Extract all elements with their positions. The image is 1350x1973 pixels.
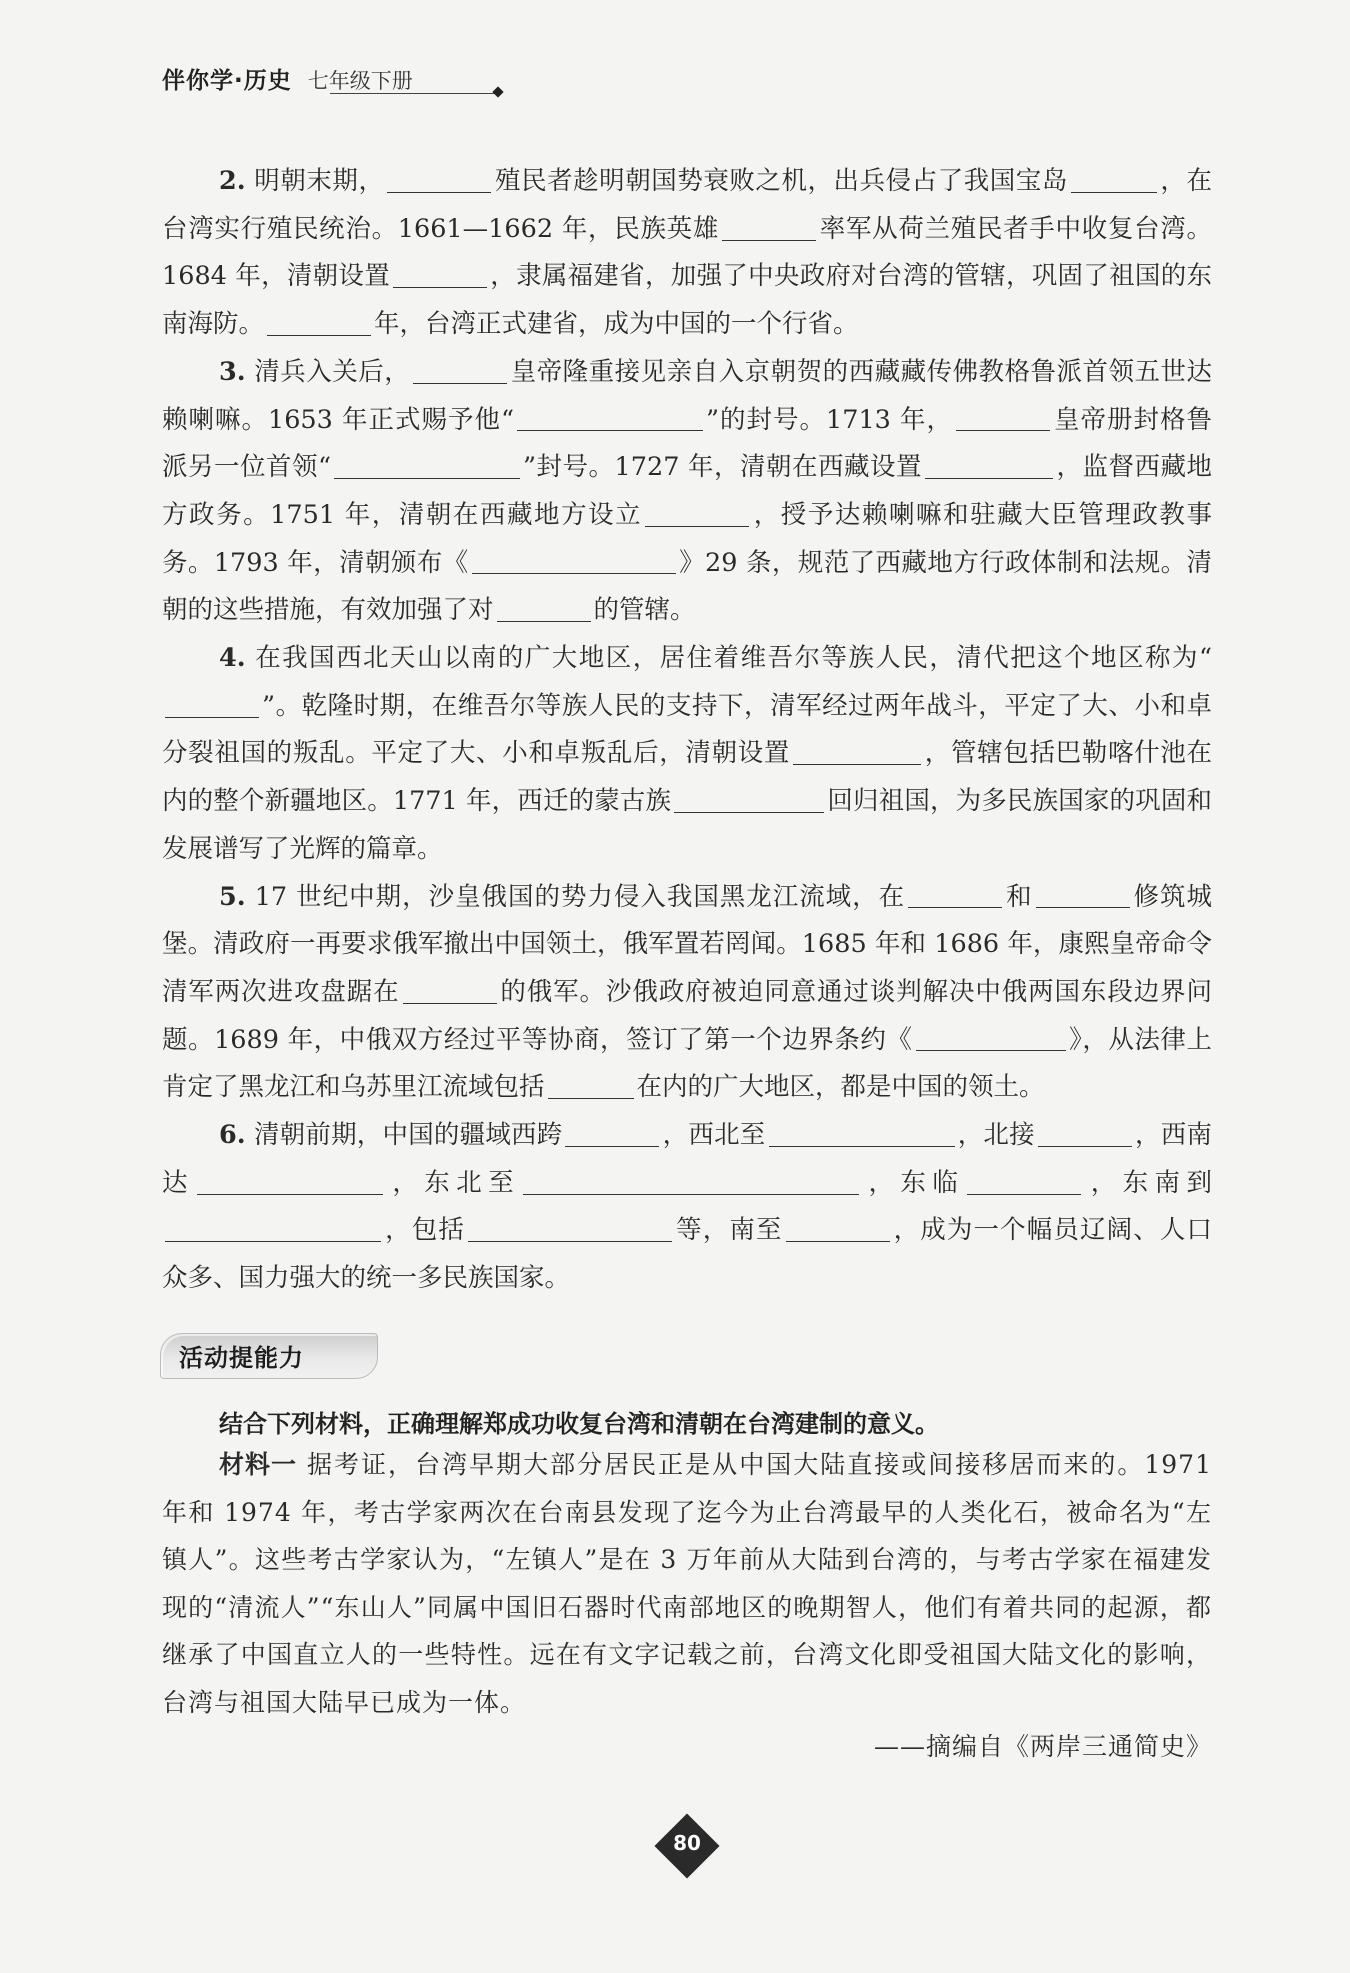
section-title: 活动提能力 [179, 1344, 304, 1372]
activity-instruction: 结合下列材料，正确理解郑成功收复台湾和清朝在台湾建制的意义。 [219, 1410, 939, 1438]
answer-blank[interactable] [925, 453, 1053, 480]
answer-blank[interactable] [517, 405, 703, 432]
activity-section-tab [160, 1333, 378, 1379]
answer-blank[interactable] [468, 1216, 672, 1243]
answer-blank[interactable] [956, 405, 1050, 432]
answer-blank[interactable] [793, 739, 921, 766]
answer-blank[interactable] [645, 500, 749, 527]
answer-blank[interactable] [916, 1025, 1066, 1052]
answer-blank[interactable] [548, 1073, 634, 1100]
question-4: 4. 在我国西北天山以南的广大地区，居住着维吾尔等族人民，清代把这个地区称为“”。乾隆时期，在维吾尔等族人民的支持下，清军经过两年战斗，平定了大、小和卓分裂祖国的叛乱。平定了大、小和卓叛乱后，清朝设置 ，管辖包括巴勒喀什池在内的整个新疆地区。1771 年，西迁的蒙古族 回归祖国，为多民族国家的巩固和发展谱写了光辉的篇章。 [162, 643, 1212, 864]
answer-blank[interactable] [769, 1120, 955, 1147]
answer-blank[interactable] [967, 1168, 1081, 1195]
answer-blank[interactable] [908, 882, 1002, 909]
page-header [162, 62, 413, 95]
question-2: 2. 明朝末期， 殖民者趁明朝国势衰败之机，出兵侵占了我国宝岛 ，在台湾实行殖民统治。1661—1662 年，民族英雄 率军从荷兰殖民者手中收复台湾。1684 年，清朝设置 ，隶属福建省，加强了中央政府对台湾的管辖，巩固了祖国的东南海防。 年，台湾正式建省，成为中国的一个行省。 [162, 166, 1212, 340]
answer-blank[interactable] [165, 691, 259, 718]
material-text: 据考证，台湾早期大部分居民正是从中国大陆直接或间接移居而来的。1971 年和 1974 年，考古学家两次在台南县发现了迄今为止台湾最早的人类化石，被命名为“左镇人”。这些考古学家认为，“左镇人”是在 3 万年前从大陆到台湾的，与考古学家在福建发现的“清流人”“东山人”同属中国旧石器时代南部地区的晚期智人，他们有着共同的起源，都继承了中国直立人的一些特性。远在有文字记载之前，台湾文化即受祖国大陆文化的影响，台湾与祖国大陆早已成为一体。 [162, 1450, 1212, 1717]
answer-blank[interactable] [674, 786, 824, 813]
question-3: 3. 清兵入关后， 皇帝隆重接见亲自入京朝贺的西藏藏传佛教格鲁派首领五世达赖喇嘛。1653 年正式赐予他“ ”的封号。1713 年， 皇帝册封格鲁派另一位首领“ ”封号。1727 年，清朝在西藏设置 ，监督西藏地方政务。1751 年，清朝在西藏地方设立 ，授予达赖喇嘛和驻藏大臣管理政教事务。1793 年，清朝颁布《 》29 条，规范了西藏地方行政体制和法规。清朝的这些措施，有效加强了对 的管辖。 [162, 356, 1212, 626]
answer-blank[interactable] [387, 166, 491, 193]
answer-blank[interactable] [413, 357, 507, 384]
answer-blank[interactable] [1038, 1120, 1132, 1147]
page-number: 80 [673, 1831, 701, 1855]
answer-blank[interactable] [165, 1216, 381, 1243]
answer-blank[interactable] [497, 596, 591, 623]
header-rule [330, 93, 498, 94]
questions [162, 158, 1212, 1303]
answer-blank[interactable] [393, 262, 487, 289]
answer-blank[interactable] [197, 1168, 383, 1195]
answer-blank[interactable] [1036, 882, 1130, 909]
answer-blank[interactable] [472, 548, 676, 575]
answer-blank[interactable] [786, 1216, 890, 1243]
material-source: ——摘编自《两岸三通简史》 [873, 1732, 1212, 1761]
grade-label: 七年级下册 [307, 69, 413, 93]
material-one [162, 1441, 1212, 1727]
header-diamond-icon [492, 86, 503, 97]
answer-blank[interactable] [403, 977, 497, 1004]
answer-blank[interactable] [565, 1120, 659, 1147]
answer-blank[interactable] [334, 453, 520, 480]
answer-blank[interactable] [267, 309, 371, 336]
book-title: 伴你学·历史 [162, 68, 292, 94]
material-label: 材料一 [219, 1450, 298, 1479]
answer-blank[interactable] [523, 1168, 859, 1195]
question-6: 6. 清朝前期，中国的疆域西跨 ，西北至 ，北接 ，西南达 ，东北至 ，东临 ，东南到，包括 等，南至 ，成为一个幅员辽阔、人口众多、国力强大的统一多民族国家。 [162, 1120, 1212, 1294]
answer-blank[interactable] [722, 214, 816, 241]
question-5: 5. 17 世纪中期，沙皇俄国的势力侵入我国黑龙江流域，在 和 修筑城堡。清政府一再要求俄军撤出中国领土，俄军置若罔闻。1685 年和 1686 年，康熙皇帝命令清军两次进攻盘踞在 的俄军。沙俄政府被迫同意通过谈判解决中俄两国东段边界问题。1689 年，中俄双方经过平等协商，签订了第一个边界条约《 》，从法律上肯定了黑龙江和乌苏里江流域包括 在内的广大地区，都是中国的领土。 [162, 881, 1212, 1103]
answer-blank[interactable] [1071, 166, 1157, 193]
